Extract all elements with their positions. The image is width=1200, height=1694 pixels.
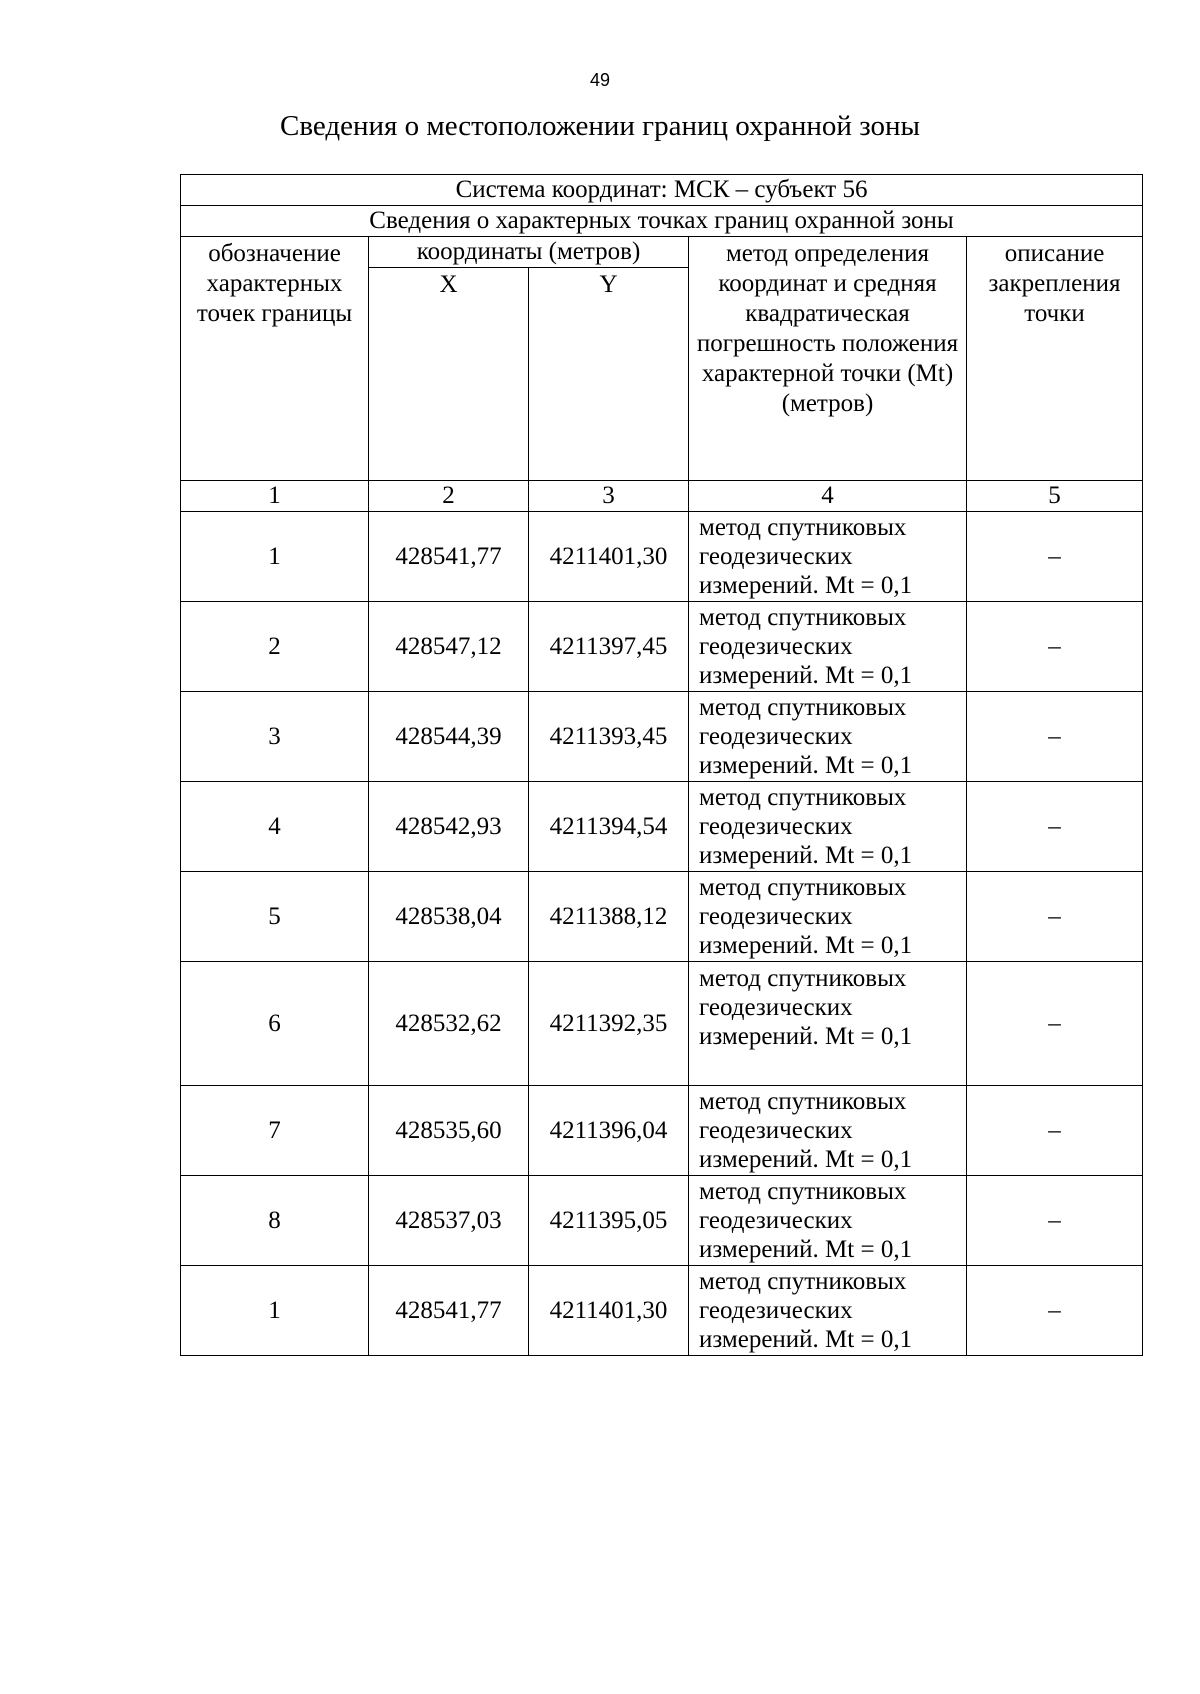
method-cell: метод спутниковых геодезических измерений. Mt = 0,1 xyxy=(689,1176,967,1266)
fixing-description: – xyxy=(967,1266,1143,1356)
point-number: 5 xyxy=(181,872,369,962)
coordinate-x: 428544,39 xyxy=(369,692,529,782)
point-number: 4 xyxy=(181,782,369,872)
header-description: описание закрепления точки xyxy=(967,237,1143,481)
column-number: 1 xyxy=(181,481,369,512)
coordinate-y: 4211401,30 xyxy=(529,1266,689,1356)
method-cell: метод спутниковых геодезических измерений. Mt = 0,1 xyxy=(689,1266,967,1356)
method-cell: метод спутниковых геодезических измерений. Mt = 0,1 xyxy=(689,782,967,872)
page-number: 49 xyxy=(589,70,611,90)
coordinate-x: 428538,04 xyxy=(369,872,529,962)
coordinate-y: 4211394,54 xyxy=(529,782,689,872)
boundary-points-table xyxy=(180,174,1143,1356)
table-row xyxy=(181,692,1143,782)
coordinate-x: 428537,03 xyxy=(369,1176,529,1266)
method-cell: метод спутниковых геодезических измерений. Mt = 0,1 xyxy=(689,962,967,1086)
table-row xyxy=(181,962,1143,1086)
coordinate-x: 428542,93 xyxy=(369,782,529,872)
point-number: 2 xyxy=(181,602,369,692)
point-number: 1 xyxy=(181,512,369,602)
document-title: Сведения о местоположении границ охранной зоны xyxy=(279,110,920,142)
coordinate-y: 4211392,35 xyxy=(529,962,689,1086)
section-label: Сведения о характерных точках границ охранной зоны xyxy=(181,206,1143,237)
header-coordinates: координаты (метров) xyxy=(369,237,689,268)
column-number: 2 xyxy=(369,481,529,512)
coordinate-x: 428532,62 xyxy=(369,962,529,1086)
table-row xyxy=(181,512,1143,602)
coordinate-y: 4211393,45 xyxy=(529,692,689,782)
point-number: 7 xyxy=(181,1086,369,1176)
header-y: Y xyxy=(529,268,689,481)
table-row xyxy=(181,782,1143,872)
column-number: 3 xyxy=(529,481,689,512)
fixing-description: – xyxy=(967,782,1143,872)
fixing-description: – xyxy=(967,602,1143,692)
method-cell: метод спутниковых геодезических измерений. Mt = 0,1 xyxy=(689,692,967,782)
coordinate-y: 4211396,04 xyxy=(529,1086,689,1176)
point-number: 1 xyxy=(181,1266,369,1356)
column-number: 5 xyxy=(967,481,1143,512)
fixing-description: – xyxy=(967,1176,1143,1266)
method-cell: метод спутниковых геодезических измерений. Mt = 0,1 xyxy=(689,512,967,602)
coordinate-x: 428541,77 xyxy=(369,1266,529,1356)
fixing-description: – xyxy=(967,962,1143,1086)
table-row xyxy=(181,602,1143,692)
coordinate-y: 4211388,12 xyxy=(529,872,689,962)
fixing-description: – xyxy=(967,872,1143,962)
point-number: 3 xyxy=(181,692,369,782)
header-method: метод определения координат и средняя квадратическая погрешность положения характерной точки (Mt) (метров) xyxy=(689,237,967,481)
coordinate-x: 428535,60 xyxy=(369,1086,529,1176)
column-number: 4 xyxy=(689,481,967,512)
coordinate-x: 428541,77 xyxy=(369,512,529,602)
coordinate-system-label: Система координат: МСК – субъект 56 xyxy=(181,175,1143,206)
header-point-designation: обозначение характерных точек границы xyxy=(181,237,369,481)
coordinate-y: 4211395,05 xyxy=(529,1176,689,1266)
method-cell: метод спутниковых геодезических измерений. Mt = 0,1 xyxy=(689,872,967,962)
point-number: 8 xyxy=(181,1176,369,1266)
table-row xyxy=(181,872,1143,962)
fixing-description: – xyxy=(967,1086,1143,1176)
header-x: X xyxy=(369,268,529,481)
coordinate-y: 4211401,30 xyxy=(529,512,689,602)
method-cell: метод спутниковых геодезических измерений. Mt = 0,1 xyxy=(689,1086,967,1176)
table-row xyxy=(181,1086,1143,1176)
coordinate-y: 4211397,45 xyxy=(529,602,689,692)
fixing-description: – xyxy=(967,692,1143,782)
table-row xyxy=(181,1176,1143,1266)
point-number: 6 xyxy=(181,962,369,1086)
fixing-description: – xyxy=(967,512,1143,602)
method-cell: метод спутниковых геодезических измерений. Mt = 0,1 xyxy=(689,602,967,692)
table-row xyxy=(181,1266,1143,1356)
coordinate-x: 428547,12 xyxy=(369,602,529,692)
